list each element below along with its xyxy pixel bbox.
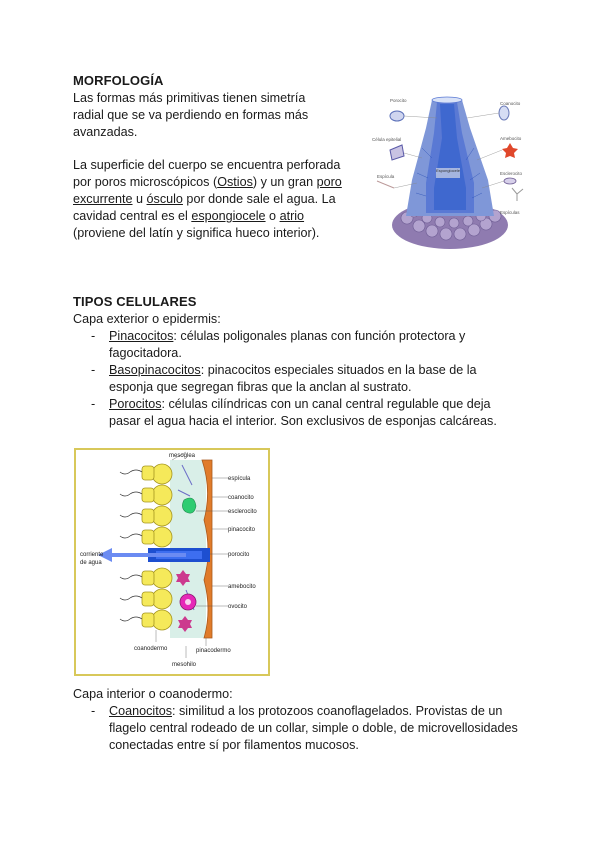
sponge-wall-figure-frame	[74, 448, 270, 676]
section-title-tipos-celulares: TIPOS CELULARES	[73, 294, 197, 309]
label-mesohilo: mesohilo	[172, 662, 197, 668]
list-item-basopinacocitos	[73, 362, 513, 396]
label-coanocito: Coanocito	[500, 101, 521, 106]
capa-exterior-heading: Capa exterior o epidermis:	[73, 312, 221, 326]
list-item-porocitos	[73, 396, 513, 430]
label-celula-epitelial: Célula epitelial	[372, 137, 402, 142]
label-corriente: corriente	[80, 552, 104, 558]
morfologia-para-2	[73, 157, 358, 242]
sponge-anatomy-figure	[362, 88, 537, 253]
term-osculo: ósculo	[146, 192, 183, 206]
label-pinacodermo: pinacodermo	[196, 648, 231, 654]
capa-exterior-list	[73, 328, 513, 430]
capa-interior-list	[73, 703, 518, 754]
capa-interior-heading: Capa interior o coanodermo:	[73, 687, 233, 701]
text: u	[132, 192, 147, 206]
term-coanocitos: Coanocitos	[109, 704, 173, 718]
term-basopinacocitos: Basopinacocitos	[109, 363, 201, 377]
espicula-icon	[377, 181, 394, 188]
list-item-text: : células cilíndricas con un canal central regulable que deja pasar el agua hacia el interior. Son exclusivos de esponjas calcáreas.	[109, 397, 497, 428]
label-espicula: Espícula	[377, 174, 395, 179]
list-item-text: : similitud a los protozoos coanoflagelados. Provistas de un flagelo central rodeado de un collar, simple o doble, de microvellosidades conectadas entre sí por filamentos mucosos.	[109, 704, 518, 752]
porocito-icon	[390, 111, 404, 121]
label-esclerocito: Esclerocito	[500, 171, 523, 176]
term-pinacocitos: Pinacocitos	[109, 329, 174, 343]
amebocito-icon	[502, 143, 518, 158]
label-mesoglea: mesoglea	[169, 453, 196, 459]
term-poro-excurrente: poro excurrente	[73, 175, 342, 206]
section-title-morfologia: MORFOLOGÍA	[73, 73, 164, 88]
term-ostios: Ostios	[217, 175, 253, 189]
label-esclerocito: esclerocito	[228, 509, 257, 515]
label-porocito: Porocito	[390, 98, 407, 103]
text: por donde sale el agua. La cavidad central es el	[73, 192, 336, 223]
label-ovocito: ovocito	[228, 604, 248, 610]
label-espongiocele: Espongiocele	[435, 168, 461, 173]
label-amebocito: amebocito	[228, 584, 256, 590]
label-espiculas: Espículas	[500, 210, 520, 215]
esclerocito-cell	[182, 498, 196, 513]
morfologia-para-1: Las formas más primitivas tienen simetría radial que se va perdiendo en formas más avanzadas.	[73, 91, 309, 139]
label-porocito: porocito	[228, 552, 250, 558]
text: o	[265, 209, 280, 223]
esclerocito-icon	[504, 178, 516, 184]
text: La superficie del cuerpo se encuentra perforada por poros microscópicos (	[73, 158, 341, 189]
label-coanocito: coanocito	[228, 495, 254, 501]
list-item-pinacocitos	[73, 328, 513, 362]
label-espicula: espícula	[228, 476, 251, 482]
text: ) y un gran	[252, 175, 317, 189]
label-amebocito: Amebocito	[500, 136, 522, 141]
celula-epitelial-icon	[390, 145, 404, 160]
text: (proviene del latín y significa hueco interior).	[73, 226, 320, 240]
label-pinacocito: pinacocito	[228, 527, 256, 533]
term-porocitos: Porocitos	[109, 397, 162, 411]
label-coanodermo: coanodermo	[134, 646, 168, 652]
list-item-text: : pinacocitos especiales situados en la base de la esponja que segregan fibras que la anclan al sustrato.	[109, 363, 477, 394]
term-atrio: atrio	[279, 209, 305, 223]
sponge-wall-figure	[76, 450, 268, 674]
espiculas-icon	[512, 188, 523, 201]
term-espongiocele: espongiocele	[191, 209, 266, 223]
coanocitos-layer	[142, 464, 172, 630]
coanocito-icon	[499, 106, 509, 120]
list-item-coanocitos	[73, 703, 518, 754]
list-item-text: : células poligonales planas con función protectora y fagocitadora.	[109, 329, 466, 360]
flagelos	[120, 470, 142, 621]
label-de-agua: de agua	[80, 560, 102, 566]
